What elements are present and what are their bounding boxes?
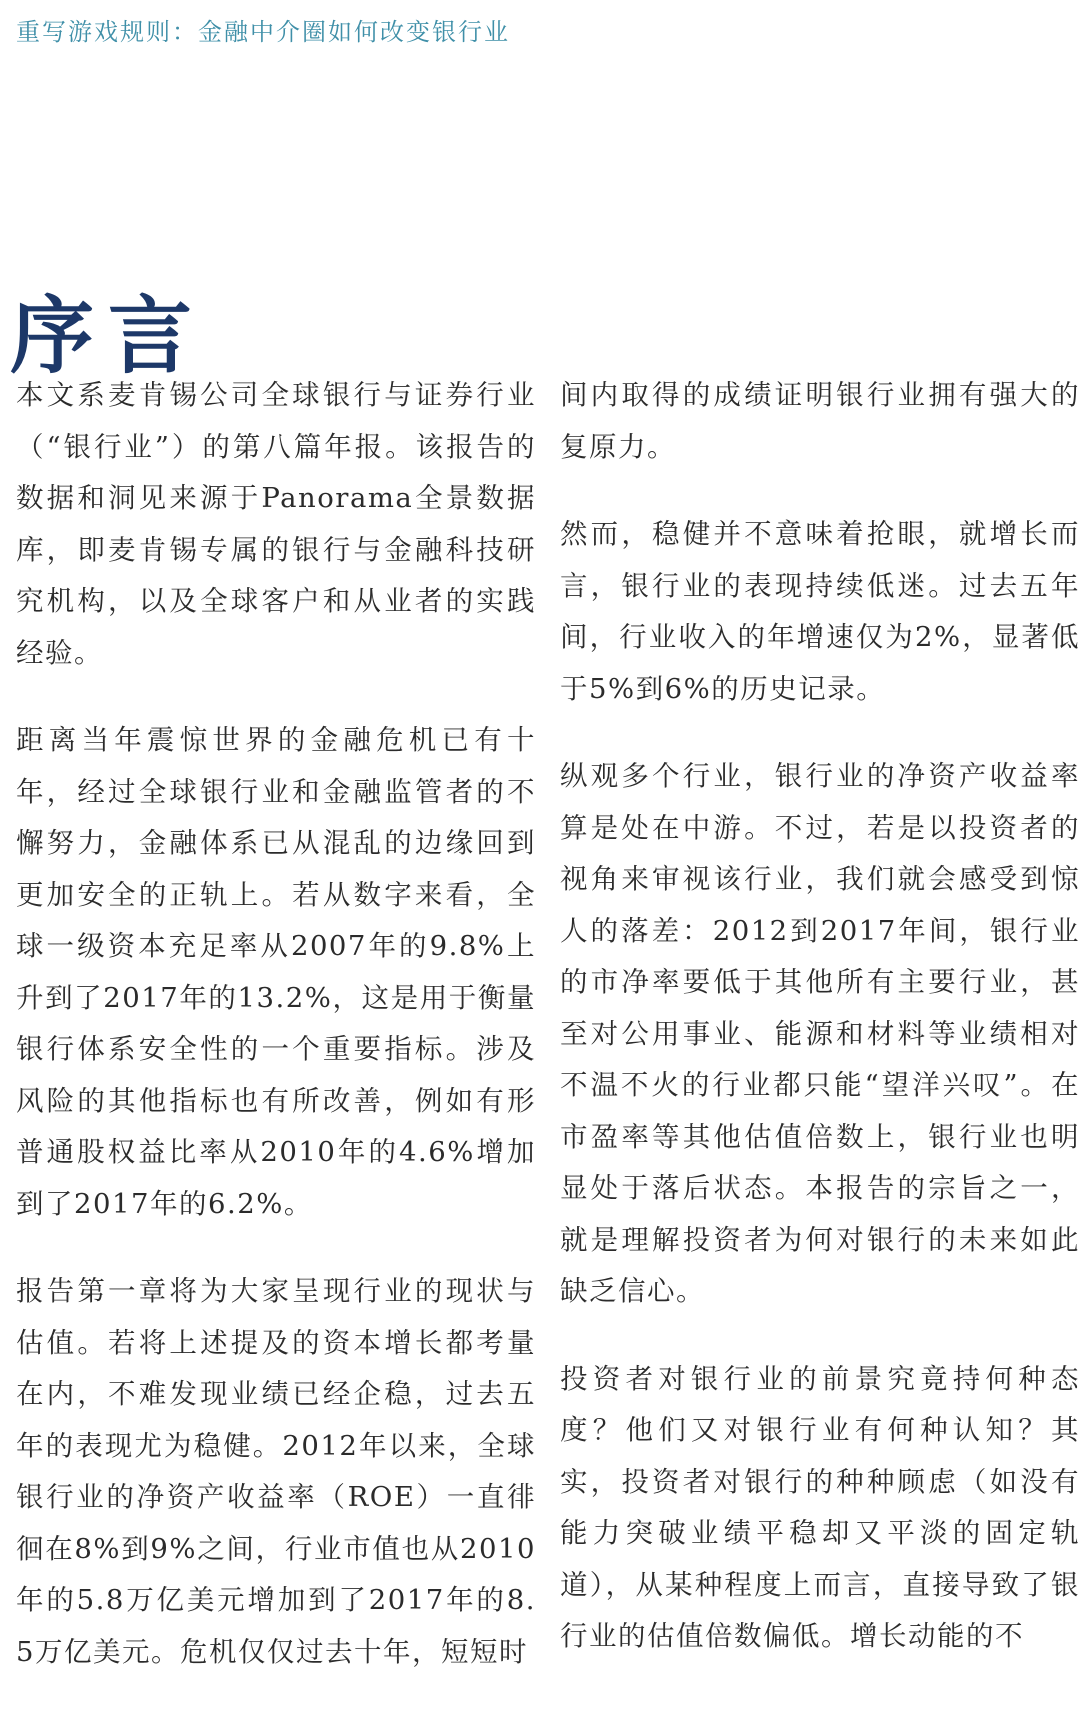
paragraph: 纵观多个行业，银行业的净资产收益率算是处在中游。不过，若是以投资者的视角来审视该行业，我们就会感受到惊人的落差：2012到2017年间，银行业的市净率要低于其他所有主要行业，甚至对公用事业、能源和材料等业绩相对不温不火的行业都只能“望洋兴叹”。在市盈率等其他估值倍数上，银行业也明显处于落后状态。本报告的宗旨之一，就是理解投资者为何对银行的未来如此缺乏信心。: [560, 760, 1080, 1307]
paragraph: 本文系麦肯锡公司全球银行与证券行业（“银行业”）的第八篇年报。该报告的数据和洞见来源于Panorama全景数据库，即麦肯锡专属的银行与金融科技研究机构，以及全球客户和从业者的实践经验。: [16, 379, 536, 669]
running-header: 重写游戏规则：金融中介圈如何改变银行业: [16, 18, 510, 46]
paragraph: 间内取得的成绩证明银行业拥有强大的复原力。: [560, 379, 1080, 463]
right-column: [560, 370, 1080, 1699]
paragraph: 报告第一章将为大家呈现行业的现状与估值。若将上述提及的资本增长都考量在内，不难发现业绩已经企稳，过去五年的表现尤为稳健。2012年以来，全球银行业的净资产收益率（ROE）一直徘徊在8%到9%之间，行业市值也从2010年的5.8万亿美元增加到了2017年的8.5万亿美元。危机仅仅过去十年，短短时: [16, 1275, 536, 1668]
left-column: [16, 370, 536, 1714]
paragraph: 距离当年震惊世界的金融危机已有十年，经过全球银行业和金融监管者的不懈努力，金融体系已从混乱的边缘回到更加安全的正轨上。若从数字来看，全球一级资本充足率从2007年的9.8%上升到了2017年的13.2%，这是用于衡量银行体系安全性的一个重要指标。涉及风险的其他指标也有所改善，例如有形普通股权益比率从2010年的4.6%增加到了2017年的6.2%。: [16, 724, 536, 1220]
paragraph: 投资者对银行业的前景究竟持何种态度？他们又对银行业有何种认知？其实，投资者对银行的种种顾虑（如没有能力突破业绩平稳却又平淡的固定轨道），从某种程度上而言，直接导致了银行业的估值倍数偏低。增长动能的不: [560, 1362, 1080, 1652]
paragraph: 然而，稳健并不意味着抢眼，就增长而言，银行业的表现持续低迷。过去五年间，行业收入的年增速仅为2%，显著低于5%到6%的历史记录。: [560, 518, 1080, 705]
page-title: 序言: [10, 286, 207, 386]
